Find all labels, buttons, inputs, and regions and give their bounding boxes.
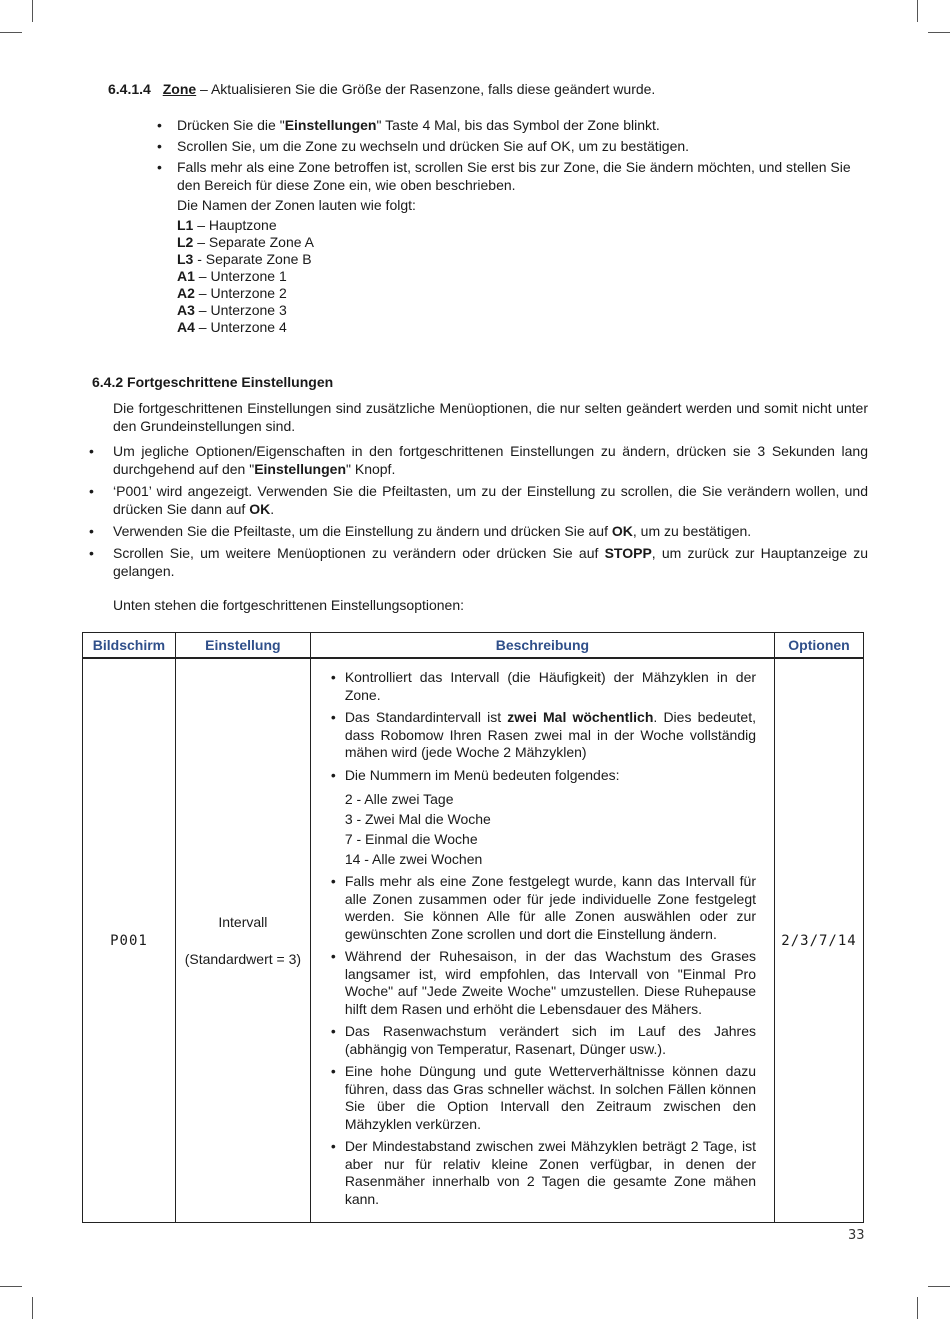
bold-text: OK	[249, 501, 271, 517]
zone-item	[177, 234, 868, 251]
zone-label: – Unterzone 4	[194, 319, 287, 335]
section-zone-heading	[108, 81, 868, 97]
zone-label: – Unterzone 3	[194, 302, 287, 318]
list-item	[177, 158, 868, 194]
zone-code: L2	[177, 234, 194, 250]
list-item: • Der Mindestabstand zwischen zwei Mähzyklen beträgt 2 Tage, ist aber nur für relativ kleine Zonen verfügbar, in denen der Rasenmäher innerhalb von 2 Tagen die gesamte Zone mähen kann.	[345, 1138, 756, 1208]
zone-item	[177, 217, 868, 234]
interval-number-list	[345, 791, 756, 868]
list-item	[345, 669, 756, 704]
zone-item	[177, 302, 868, 319]
col-header-options: Optionen	[775, 633, 864, 659]
bold-text: Einstellungen	[284, 117, 377, 133]
list-item	[113, 522, 868, 540]
zone-code: A1	[177, 268, 195, 284]
section-advanced-settings	[92, 374, 868, 613]
bold-text: OK	[611, 523, 633, 539]
list-item	[113, 442, 868, 478]
list-item	[345, 767, 756, 869]
zone-item	[177, 319, 868, 336]
zone-item	[177, 268, 868, 285]
text: Falls mehr als eine Zone betroffen ist, scrollen Sie erst bis zur Zone, die Sie ändern möchten, und stellen Sie den Bereich für diese Zone ein, wie oben beschrieben.	[177, 159, 851, 193]
zone-item	[177, 251, 868, 268]
interval-number: 7 - Einmal die Woche	[344, 831, 478, 847]
crop-mark	[917, 1297, 918, 1319]
list-item: • Das Rasenwachstum verändert sich im Lauf des Jahres (abhängig von Temperatur, Rasenart, Dünger usw.).	[345, 1023, 756, 1058]
text: Scrollen Sie, um die Zone zu wechseln und drücken Sie auf OK, um zu bestätigen.	[177, 138, 690, 154]
zone-bullet-list	[108, 116, 868, 194]
text: Um jegliche Optionen/Eigenschaften in den fortgeschrittenen Einstellungen zu ändern, drücken sie 3 Sekunden lang durchgehend auf den "	[113, 443, 868, 477]
list-item: • Eine hohe Düngung und gute Wetterverhältnisse können dazu führen, dass das Gras schneller wächst. In solchen Fällen können Sie über die Option Intervall den Zeitraum zwischen den Mähzyklen verkürzen.	[345, 1063, 756, 1133]
table-header-row	[83, 633, 864, 659]
setting-cell	[175, 658, 310, 1223]
advanced-settings-table	[82, 632, 864, 1223]
list-item	[113, 544, 868, 580]
zone-code: L3	[177, 251, 194, 267]
list-item	[177, 116, 868, 134]
list-item	[113, 482, 868, 518]
text: Drücken Sie die "	[177, 117, 285, 133]
text: Das Standardintervall ist	[344, 709, 508, 725]
text: , um zu bestätigen.	[632, 523, 752, 539]
setting-default: (Standardwert = 3)	[184, 950, 302, 967]
crop-mark	[32, 1297, 33, 1319]
text: , um zurück zur Hauptanzeige zu gelangen.	[113, 545, 869, 579]
zones-intro: Die Namen der Zonen lauten wie folgt:	[177, 197, 416, 213]
section-subtitle: – Aktualisieren Sie die Größe der Rasenzone, falls diese geändert wurde.	[196, 81, 656, 97]
page-number: 33	[848, 1228, 865, 1243]
advanced-bullet-list	[92, 442, 868, 580]
zone-label: – Separate Zone A	[193, 234, 314, 250]
table-row	[83, 658, 864, 1223]
section-intro: Die fortgeschrittenen Einstellungen sind zusätzliche Menüoptionen, die nur selten geändert werden und somit nicht unter den Grundeinstellungen sind.	[113, 400, 868, 434]
description-cell	[310, 658, 774, 1223]
zone-code: A2	[177, 285, 195, 301]
crop-mark	[0, 1286, 22, 1287]
col-header-setting: Einstellung	[175, 633, 310, 659]
col-header-screen: Bildschirm	[83, 633, 176, 659]
zone-code: A3	[177, 302, 195, 318]
zone-code: A4	[177, 319, 195, 335]
text: " Taste 4 Mal, bis das Symbol der Zone blinkt.	[376, 117, 660, 133]
zone-item	[177, 285, 868, 302]
zone-label: - Separate Zone B	[193, 251, 312, 267]
bold-text: zwei Mal wöchentlich	[507, 709, 654, 725]
list-item: • Falls mehr als eine Zone festgelegt wurde, kann das Intervall für alle Zonen zusammen oder für jede individuelle Zone festgelegt werden. Sie können Alle für alle Zonen auswählen oder zur gewünschten Zone scrollen und dort die Einstellung ändern.	[345, 873, 756, 943]
options-values: 2/3/7/14	[775, 658, 864, 1223]
bold-text: STOPP	[604, 545, 652, 561]
zone-code: L1	[177, 217, 194, 233]
section-title: Zone	[162, 81, 197, 97]
zone-names	[177, 197, 868, 336]
text: Kontrolliert das Intervall (die Häufigkeit) der Mähzyklen in der Zone.	[344, 669, 757, 703]
crop-mark	[928, 32, 950, 33]
zone-label: – Unterzone 2	[194, 285, 287, 301]
text: .	[270, 501, 275, 517]
list-item	[177, 137, 868, 155]
crop-mark	[0, 32, 22, 33]
text: Die Nummern im Menü bedeuten folgendes:	[344, 766, 620, 783]
section-zone	[108, 81, 868, 336]
crop-mark	[32, 0, 33, 22]
section-heading: 6.4.2 Fortgeschrittene Einstellungen	[92, 374, 334, 390]
text: . Dies bedeutet, dass Robomow Ihren Rasen zwei mal in der Woche vollständig mähen wird (jede Woche 2 Mähzyklen)	[344, 709, 757, 760]
list-item	[345, 709, 756, 762]
crop-mark	[917, 0, 918, 22]
list-item: • Während der Ruhesaison, in der das Wachstum des Grases langsamer ist, wird empfohlen, das Intervall von "Einmal Pro Woche" auf "Jede Zweite Woche" umzustellen. Diese Ruhepause hilft dem Rasen und erhöht die Lebensdauer des Mähers.	[345, 948, 756, 1018]
zone-label: – Unterzone 1	[194, 268, 287, 284]
section-number: 6.4.1.4	[108, 81, 151, 97]
text: Scrollen Sie, um weitere Menüoptionen zu verändern oder drücken Sie auf	[113, 545, 605, 561]
table-intro: Unten stehen die fortgeschrittenen Einstellungsoptionen:	[113, 597, 465, 613]
bold-text: Einstellungen	[254, 461, 346, 477]
screen-code: P001	[83, 658, 176, 1223]
zone-label: – Hauptzone	[193, 217, 277, 233]
description-list	[331, 669, 756, 1208]
text: Verwenden Sie die Pfeiltaste, um die Einstellung zu ändern und drücken Sie auf	[113, 523, 612, 539]
text: " Knopf.	[346, 461, 396, 477]
interval-number: 3 - Zwei Mal die Woche	[344, 811, 491, 827]
text: ‘P001’ wird angezeigt. Verwenden Sie die Pfeiltasten, um zu der Einstellung zu scrollen, die Sie verändern wollen, und drücken Sie dann auf	[113, 483, 868, 517]
col-header-description: Beschreibung	[310, 633, 774, 659]
interval-number: 14 - Alle zwei Wochen	[344, 851, 483, 867]
interval-number: 2 - Alle zwei Tage	[344, 791, 454, 807]
crop-mark	[928, 1286, 950, 1287]
setting-name: Intervall	[218, 913, 268, 930]
